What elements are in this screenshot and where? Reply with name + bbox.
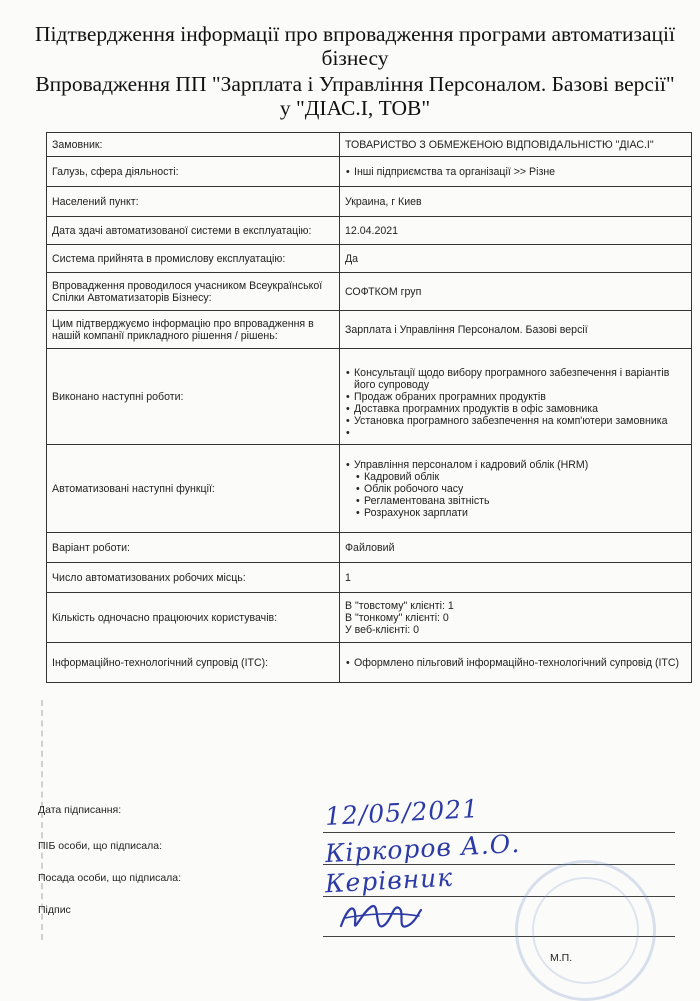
row-value: ТОВАРИСТВО З ОБМЕЖЕНОЮ ВІДПОВІДАЛЬНІСТЮ "ДІАС.І" bbox=[340, 133, 692, 157]
row-label: Варіант роботи: bbox=[47, 533, 340, 563]
list-item: • Кадровий облік bbox=[345, 471, 686, 483]
row-label: Населений пункт: bbox=[47, 187, 340, 217]
list-item: • Облік робочого часу bbox=[345, 483, 686, 495]
thin-client-count: В "тонкому" клієнті: 0 bbox=[345, 611, 449, 624]
list-item: • Оформлено пільговий інформаційно-технологічний супровід (ІТС) bbox=[345, 657, 686, 669]
handwritten-date: 12/05/2021 bbox=[324, 793, 480, 832]
row-label: Інформаційно-технологічний супровід (ІТС): bbox=[47, 643, 340, 683]
company-seal bbox=[515, 860, 656, 1001]
document-subtitle: Впровадження ПП "Зарплата і Управління Персоналом. Базові версії" у "ДІАС.І, ТОВ" bbox=[35, 72, 675, 120]
list-item: • Консультації щодо вибору програмного забезпечення і варіантів його супроводу bbox=[345, 367, 686, 391]
row-label: Система прийнята в промислову експлуатацію: bbox=[47, 245, 340, 273]
signing-date-label: Дата підписання: bbox=[38, 804, 122, 816]
row-label: Дата здачі автоматизованої системи в експлуатацію: bbox=[47, 217, 340, 245]
row-label: Автоматизовані наступні функції: bbox=[47, 445, 340, 533]
list-item: • Регламентована звітність bbox=[345, 495, 686, 507]
row-value: Зарплата і Управління Персоналом. Базові версії bbox=[340, 311, 692, 349]
list-item: • Розрахунок зарплати bbox=[345, 507, 686, 519]
row-value: Файловий bbox=[340, 533, 692, 563]
row-label: Замовник: bbox=[47, 133, 340, 157]
row-label: Впровадження проводилося учасником Всеукраїнської Спілки Автоматизаторів Бізнесу: bbox=[47, 273, 340, 311]
row-value: 12.04.2021 bbox=[340, 217, 692, 245]
row-value: 1 bbox=[340, 563, 692, 593]
row-label: Кількість одночасно працюючих користувачів: bbox=[47, 593, 340, 643]
thick-client-count: В "товстому" клієнті: 1 bbox=[345, 599, 454, 612]
handwritten-name: Кіркоров А.О. bbox=[324, 828, 521, 869]
list-item: • Продаж обраних програмних продуктів bbox=[345, 391, 686, 403]
list-item: • Управління персоналом і кадровий облік (HRM) bbox=[345, 459, 686, 471]
row-value: Украина, г Киев bbox=[340, 187, 692, 217]
row-label: Виконано наступні роботи: bbox=[47, 349, 340, 445]
signature-label: Підпис bbox=[38, 904, 71, 916]
row-value: Да bbox=[340, 245, 692, 273]
document-title: Підтвердження інформації про впровадження програми автоматизації бізнесу bbox=[35, 22, 675, 70]
row-label: Цим підтверджуємо інформацію про впровадження в нашій компанії прикладного рішення / рішень: bbox=[47, 311, 340, 349]
signer-name-label: ПІБ особи, що підписала: bbox=[38, 840, 162, 852]
row-label: Галузь, сфера діяльності: bbox=[47, 157, 340, 187]
row-label: Число автоматизованих робочих місць: bbox=[47, 563, 340, 593]
seal-place-label: М.П. bbox=[550, 952, 573, 964]
signer-position-label: Посада особи, що підписала: bbox=[38, 872, 182, 884]
list-item: • Установка програмного забезпечення на комп'ютери замовника bbox=[345, 415, 686, 427]
signature-scribble bbox=[335, 896, 425, 938]
web-client-count: У веб-клієнті: 0 bbox=[345, 623, 420, 636]
handwritten-position: Керівник bbox=[324, 862, 454, 899]
list-item: • Доставка програмних продуктів в офіс замовника bbox=[345, 403, 686, 415]
row-value: СОФТКОМ груп bbox=[340, 273, 692, 311]
list-item: • Інші підприємства та організації >> Різне bbox=[345, 166, 686, 178]
